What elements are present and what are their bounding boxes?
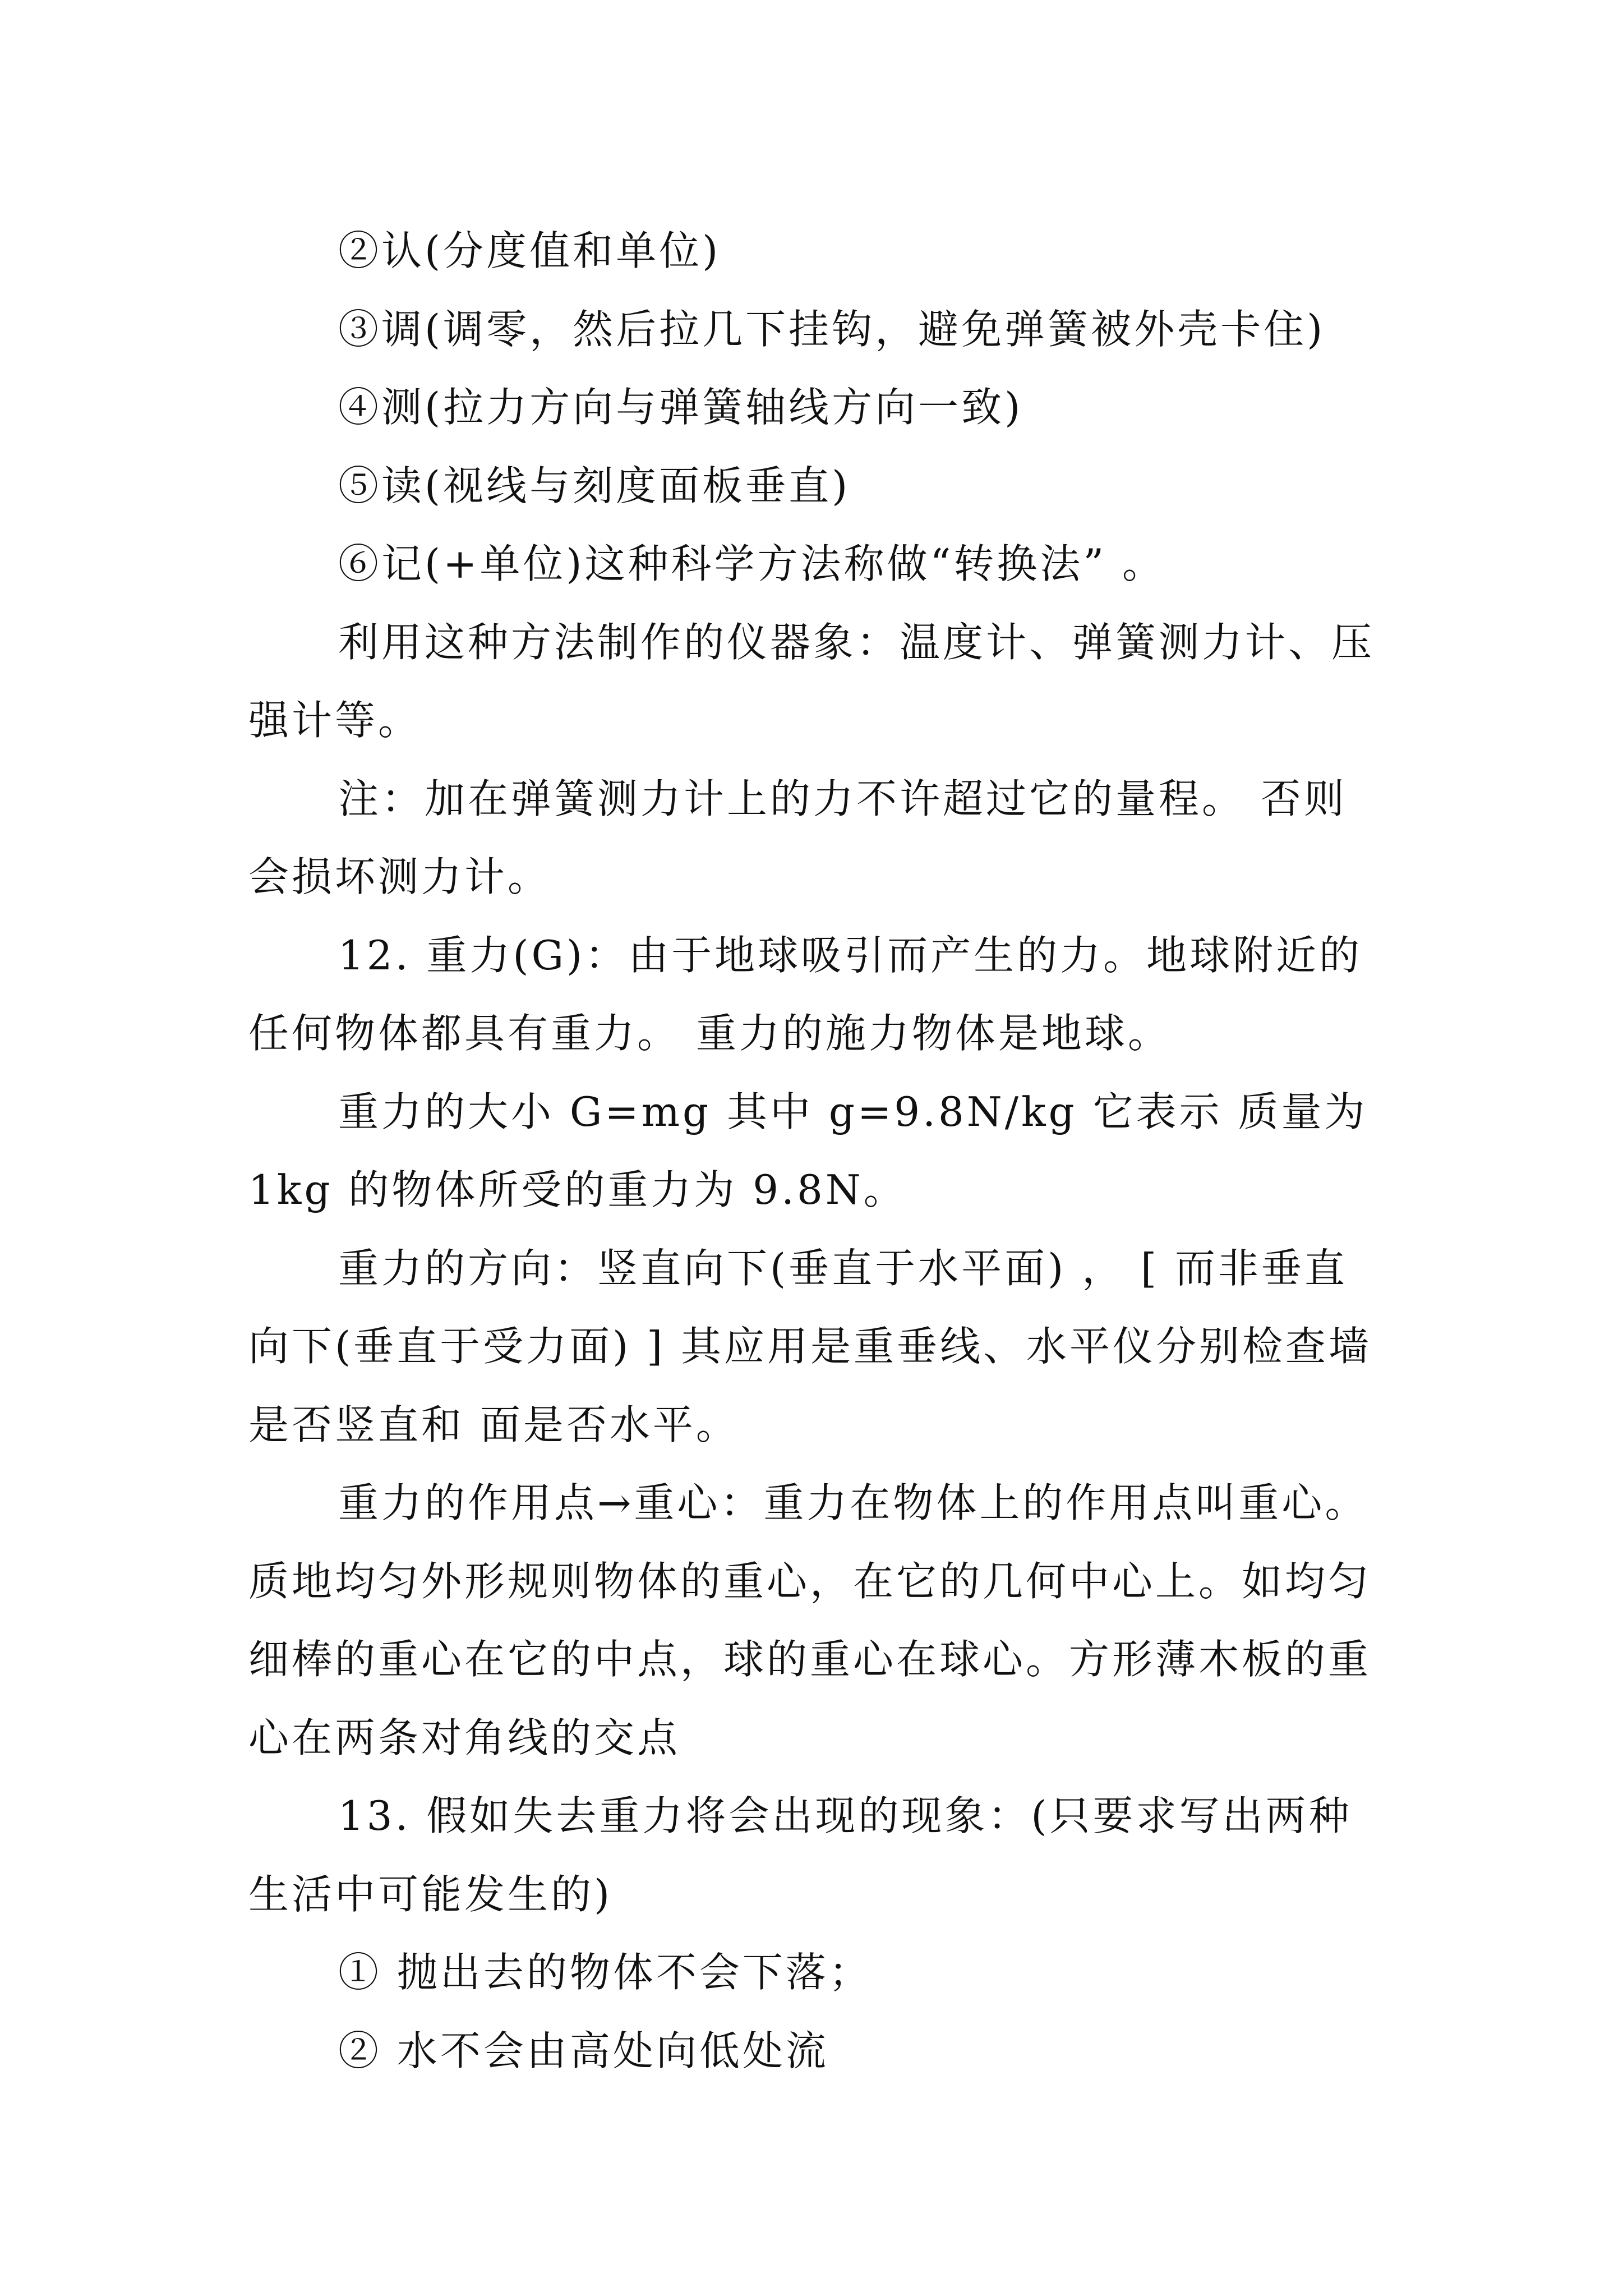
document-body <box>248 212 1387 2090</box>
paragraph-step-3: ③调(调零，然后拉几下挂钩，避免弹簧被外壳卡住) <box>338 305 1326 353</box>
paragraph-step-6: ⑥记(+单位)这种科学方法称做“转换法” 。 <box>338 540 1166 587</box>
paragraph-phenomenon-1: ① 抛出去的物体不会下落； <box>338 1949 872 1996</box>
paragraph-no-gravity: 13. 假如失去重力将会出现的现象：(只要求写出两种生活中可能发生的) <box>248 1792 1352 1918</box>
paragraph-step-5: ⑤读(视线与刻度面板垂直) <box>338 462 851 509</box>
paragraph-instruments: 利用这种方法制作的仪器象：温度计、弹簧测力计、压强计等。 <box>248 618 1375 744</box>
paragraph-phenomenon-2: ② 水不会由高处向低处流 <box>338 2027 829 2074</box>
paragraph-center-of-gravity: 重力的作用点→重心：重力在物体上的作用点叫重心。质地均匀外形规则物体的重心，在它的几何中心上。如均匀细棒的重心在它的中点，球的重心在球心。方形薄木板的重心在两条对角线的交点 <box>248 1479 1372 1761</box>
paragraph-step-4: ④测(拉力方向与弹簧轴线方向一致) <box>338 384 1023 431</box>
paragraph-step-2: ②认(分度值和单位) <box>338 227 721 274</box>
paragraph-gravity-definition: 12. 重力(G)：由于地球吸引而产生的力。地球附近的任何物体都具有重力。 重力的施力物体是地球。 <box>248 931 1363 1057</box>
paragraph-gravity-direction: 重力的方向：竖直向下(垂直于水平面) ， [ 而非垂直向下(垂直于受力面) ] 其应用是重垂线、水平仪分别检查墙是否竖直和 面是否水平。 <box>248 1244 1372 1448</box>
paragraph-note: 注：加在弹簧测力计上的力不许超过它的量程。 否则会损坏测力计。 <box>248 775 1347 900</box>
paragraph-gravity-magnitude: 重力的大小 G=mg 其中 g=9.8N/kg 它表示 质量为 1kg 的物体所受的重力为 9.8N。 <box>248 1088 1368 1213</box>
